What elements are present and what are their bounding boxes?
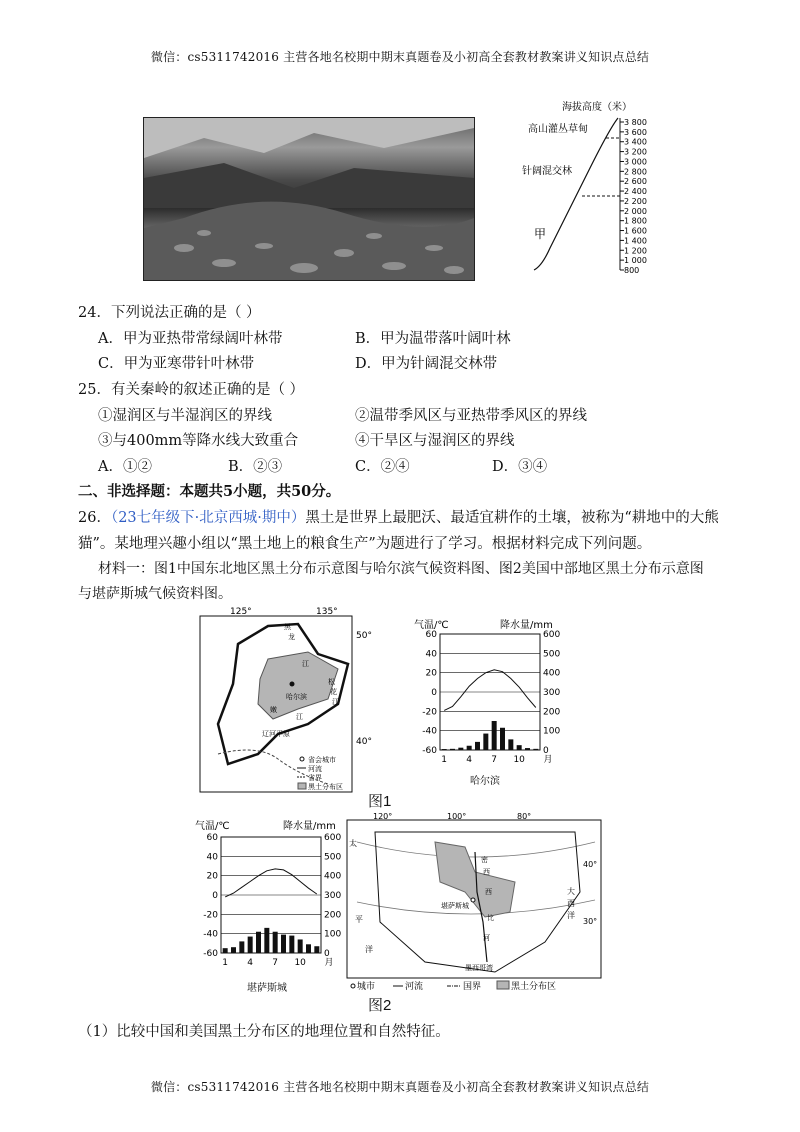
c1-title: 哈尔滨 [470,776,500,787]
c2-precip-bar [289,936,294,953]
figure1-label: 图1 [368,793,392,810]
q26-line1 [78,506,728,527]
c1-left-tick: 40 [425,649,437,660]
c1-left-tick: 60 [425,630,437,640]
map2-label-bi: 比 [487,914,494,922]
c1-left-tick: -60 [422,746,437,756]
c2-precip-bar [281,935,286,953]
profile-tick-label: 800 [624,266,640,275]
q25-stem: 25．有关秦岭的叙述正确的是（ ） [78,382,305,398]
q25-option-c: C．②④ [355,459,410,475]
profile-tick-label: 2 400 [624,187,647,197]
c2-precip-bar [306,944,311,953]
c1-precip-bar [492,721,497,750]
q26-line2: 猫”。某地理兴趣小组以“黑土地上的粮食生产”为题进行了学习。根据材料完成下列问题。 [78,536,652,552]
map2-lat1: 40° [583,860,598,869]
c1-precip-bar [483,734,488,750]
profile-tick-label: 2 000 [624,206,647,216]
map2-legend-border: 国界 [463,982,482,992]
map2-label-xi: 西 [567,899,575,908]
profile-tick-label: 2 200 [624,196,647,206]
c2-precip-bar [298,939,303,953]
section-heading: 二、非选择题：本题共5小题，共50分。 [78,483,341,500]
c1-right-tick: 600 [543,630,561,640]
c1-precip-bar [517,745,522,750]
c1-x-tick: 4 [466,755,473,765]
c1-precip-bar [500,728,505,750]
legend-river: 河流 [308,765,322,773]
c1-precip-bar [475,742,480,750]
c2-precip-bar [223,948,228,953]
map1-label-long: 龙 [288,633,295,641]
map2-city-label: 堪萨斯城 [441,902,469,910]
map-united-states [345,812,605,992]
map2-label-tai: 太 [349,839,357,848]
profile-tick-label: 3 000 [624,157,647,167]
c1-right-tick: 400 [543,668,561,679]
c1-x-tick: 月 [543,755,553,765]
c2-right-tick: 300 [324,891,342,901]
q25-option-d: D．③④ [492,459,548,475]
c2-temp-line [225,869,317,897]
altitude-profile [520,98,690,280]
q24-option-d: D．甲为针阔混交林带 [355,356,498,372]
climate-chart-kansas [195,815,355,993]
c2-precip-bar [239,941,244,953]
material-line1: 材料一：图1中国东北地区黑土分布示意图与哈尔滨气候资料图、图2美国中部地区黑土分布示意图 [98,561,704,577]
map2-label-mi1: 密 [481,856,488,864]
c2-left-tick: -60 [203,949,218,959]
c1-left-tick: -40 [422,726,437,737]
map2-lat2: 30° [583,917,598,926]
map2-label-yang: 洋 [365,945,373,954]
map2-label-da: 大 [567,887,575,896]
legend-blacksoil: 黑土分布区 [308,783,343,791]
profile-tick-label: 3 200 [624,147,647,157]
q24-stem: 24．下列说法正确的是（ ） [78,305,261,321]
map2-label-xi2: 西 [485,888,492,896]
c2-right-tick: 100 [324,929,342,940]
c2-left-tick: -20 [203,910,218,921]
c1-temp-line [444,670,536,711]
c2-title: 堪萨斯城 [247,983,287,993]
c2-x-tick: 4 [247,958,254,968]
map1-plain-label: 辽河平原 [262,730,290,738]
map-northeast-china [198,604,383,794]
c2-x-tick: 月 [324,958,334,968]
figure2-label: 图2 [368,997,392,1014]
mountain-photo [143,117,475,281]
c2-precip-bar [231,947,236,953]
q24-option-a: A．甲为亚热带常绿阔叶林带 [98,331,283,347]
c1-precip-bar [533,749,538,750]
map2-lon3: 80° [517,812,532,821]
c2-left-tick: 0 [212,891,218,901]
map2-gulf-label: 墨西哥湾 [465,964,493,972]
map2-lon2: 100° [447,812,467,821]
map2-legend-blacksoil: 黑土分布区 [511,982,557,992]
c2-x-tick: 7 [272,958,279,968]
c2-precip-bar [273,932,278,953]
legend-capital: 省会城市 [308,756,336,764]
c2-precip-bar [248,937,253,953]
c1-right-tick: 200 [543,707,561,718]
c2-precip-bar [264,928,269,953]
c2-left-tick: 40 [206,852,218,863]
q25-option-b: B．②③ [228,459,283,475]
c1-precip-bar [525,748,530,750]
c2-left-tick: -40 [203,929,218,940]
c1-left-tick: 20 [425,668,437,679]
c1-left-label: 气温/℃ [414,620,449,631]
map1-label-jiang: 江 [302,660,309,668]
map1-city-label: 哈尔滨 [286,693,307,701]
zone-mid-label: 针阔混交林 [522,166,572,177]
c2-precip-bar [314,946,319,953]
c1-x-tick: 10 [513,755,525,765]
legend-boundary: 省界 [308,774,322,782]
c1-right-label: 降水量/mm [500,620,553,631]
profile-tick-label: 1 200 [624,246,647,256]
map1-label-jiang3: 江 [296,713,303,721]
map2-label-yang2: 洋 [567,911,575,920]
map1-lon1: 125° [230,607,252,617]
c2-precip-bar [256,932,261,953]
map2-label-ping: 平 [355,915,363,924]
q26-number: 26． [78,510,111,526]
map2-legend-river: 河流 [405,982,424,992]
q25-statement-1: ①湿润区与半湿润区的界线 [98,408,272,424]
map1-lon2: 135° [316,607,338,617]
c1-precip-bar [442,749,447,750]
map1-label-nen: 嫩 [270,706,277,714]
slope-line [534,118,618,270]
c1-precip-bar [450,749,455,750]
zone-low-label: 甲 [534,227,547,241]
profile-tick-label: 1 600 [624,226,647,236]
q25-statement-4: ④干旱区与湿润区的界线 [355,433,515,449]
material-line2: 与堪萨斯城气候资料图。 [78,586,232,602]
c1-precip-bar [508,739,513,750]
profile-tick-label: 1 400 [624,236,647,246]
map2-label-xi1: 西 [483,868,490,876]
q26-sub1: （1）比较中国和美国黑土分布区的地理位置和自然特征。 [78,1024,450,1040]
profile-tick-label: 3 600 [624,127,647,137]
c2-x-tick: 10 [294,958,306,968]
c1-right-tick: 0 [543,746,549,756]
map2-label-he: 河 [483,934,490,942]
page-header: 微信：cs5311742016 主营各地名校期中期末真题卷及小初高全套教材教案讲义知识点总结 [150,50,650,64]
c1-x-tick: 7 [491,755,498,765]
q24-option-c: C．甲为亚寒带针叶林带 [98,356,255,372]
page-footer: 微信：cs5311742016 主营各地名校期中期末真题卷及小初高全套教材教案讲义知识点总结 [150,1080,650,1094]
profile-tick-label: 2 800 [624,167,647,177]
map2-legend-city: 城市 [357,982,376,992]
profile-tick-label: 1 000 [624,256,647,266]
c2-right-tick: 0 [324,949,330,959]
q26-source: （23七年级下·北京西城·期中） [110,510,306,526]
map1-label-hei: 黑 [284,623,291,631]
map1-label-jiang2: 江 [332,698,339,706]
c1-precip-bar [458,748,463,750]
climate-chart-harbin [400,612,585,787]
c1-left-tick: 0 [431,688,437,698]
profile-axis-title: 海拔高度（米） [562,102,632,113]
c2-right-tick: 200 [324,910,342,921]
c2-right-label: 降水量/mm [283,821,336,832]
c2-left-tick: 20 [206,871,218,882]
q25-option-a: A．①② [98,459,152,475]
c1-left-tick: -20 [422,707,437,718]
c1-right-tick: 100 [543,726,561,737]
c1-precip-bar [467,746,472,750]
profile-tick-label: 2 600 [624,177,647,187]
q24-option-b: B．甲为温带落叶阔叶林 [355,331,511,347]
profile-tick-label: 3 400 [624,137,647,147]
c2-left-tick: 60 [206,833,218,843]
q25-statement-3: ③与400mm等降水线大致重合 [98,433,299,449]
zone-top-label: 高山灌丛草甸 [528,124,588,135]
q26-line1-text: 黑土是世界上最肥沃、最适宜耕作的土壤，被称为“耕地中的大熊 [305,510,719,526]
profile-tick-label: 1 800 [624,216,647,226]
c2-x-tick: 1 [222,958,229,968]
profile-tick-label: 3 800 [624,118,647,127]
c1-x-tick: 1 [441,755,448,765]
c1-right-tick: 500 [543,649,561,660]
q25-statement-2: ②温带季风区与亚热带季风区的界线 [355,408,587,424]
c1-right-tick: 300 [543,688,561,698]
map2-lon1: 120° [373,812,393,821]
c2-right-tick: 600 [324,833,342,843]
map1-lat2: 40° [356,737,372,747]
map1-lat1: 50° [356,631,372,641]
c2-right-tick: 400 [324,871,342,882]
map1-label-song: 松 [328,678,335,686]
map1-label-hua: 花 [330,688,337,696]
c2-left-label: 气温/℃ [195,821,230,832]
c2-right-tick: 500 [324,852,342,863]
